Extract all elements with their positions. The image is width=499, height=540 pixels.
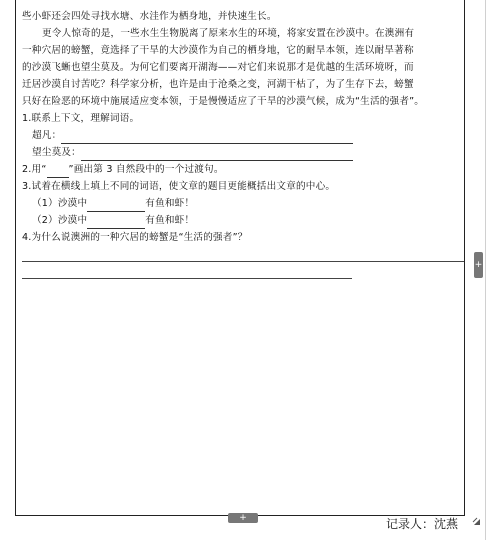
answer-line[interactable] [87,200,145,212]
paragraph-2-line-5: 只好在险恶的环境中施展适应变本领，于是慢慢适应了干旱的沙漠气候，成为“生活的强者”。 [22,96,425,107]
paragraph-1-tail: 些小虾还会四处寻找水塘、水洼作为栖身地，并快速生长。 [22,11,277,22]
question-3-item-2 [22,212,465,229]
paragraph-2-line-3: 的沙漠飞蜥也望尘莫及。为何它们要离开湖海——对它们来说那才是优越的生活环境呀，而 [22,62,414,73]
question-1-item-b [22,144,465,161]
answer-line[interactable] [81,149,353,161]
answer-line[interactable] [47,166,69,178]
plus-icon: + [474,260,483,270]
answer-line[interactable] [61,132,353,144]
question-3-item-1-post: 有鱼和虾！ [145,198,195,209]
question-4: 4.为什么说澳洲的一种穴居的螃蟹是“生活的强者”？ [22,232,248,243]
answer-rule-2[interactable] [22,278,352,279]
paragraph-2-line-1: 更令人惊奇的是，一些水生生物脱离了原来水生的环境，将家安置在沙漠中。在澳洲有 [42,28,415,39]
plus-icon: + [239,513,247,523]
paragraph-2-line-2: 一种穴居的螃蟹，竟选择了干旱的大沙漠作为自己的栖身地，它的耐旱本领，连以耐旱著称 [22,45,414,56]
question-1-item-b-label: 望尘莫及： [32,147,81,158]
answer-line[interactable] [87,217,145,229]
resize-icon[interactable] [472,517,482,527]
question-1-item-a [22,127,465,144]
bottom-expand-button[interactable] [228,513,258,523]
question-3-item-1 [22,195,465,212]
question-1: 1.联系上下文，理解词语。 [22,113,140,124]
question-3-item-2-pre: （2）沙漠中 [32,215,88,226]
recorder-label: 记录人：沈燕 [386,517,459,531]
document-body [22,8,465,246]
question-3-item-2-post: 有鱼和虾！ [145,215,195,226]
side-expand-button[interactable] [474,252,483,278]
question-3-item-1-pre: （1）沙漠中 [32,198,88,209]
question-2-post: ”画出第 3 自然段中的一个过渡句。 [68,164,224,175]
question-2-pre: 2.用“ [22,164,47,175]
paragraph-2-line-4: 迁居沙漠自讨苦吃？科学家分析，也许是由于沧桑之变，河湖干枯了，为了生存下去，螃蟹 [22,79,414,90]
scrollbar-track[interactable] [485,0,486,540]
question-1-item-a-label: 超凡： [32,130,62,141]
question-2 [22,161,465,178]
answer-rule-1[interactable] [22,261,464,262]
question-3: 3.试着在横线上填上不同的词语，使文章的题目更能概括出文章的中心。 [22,181,336,192]
